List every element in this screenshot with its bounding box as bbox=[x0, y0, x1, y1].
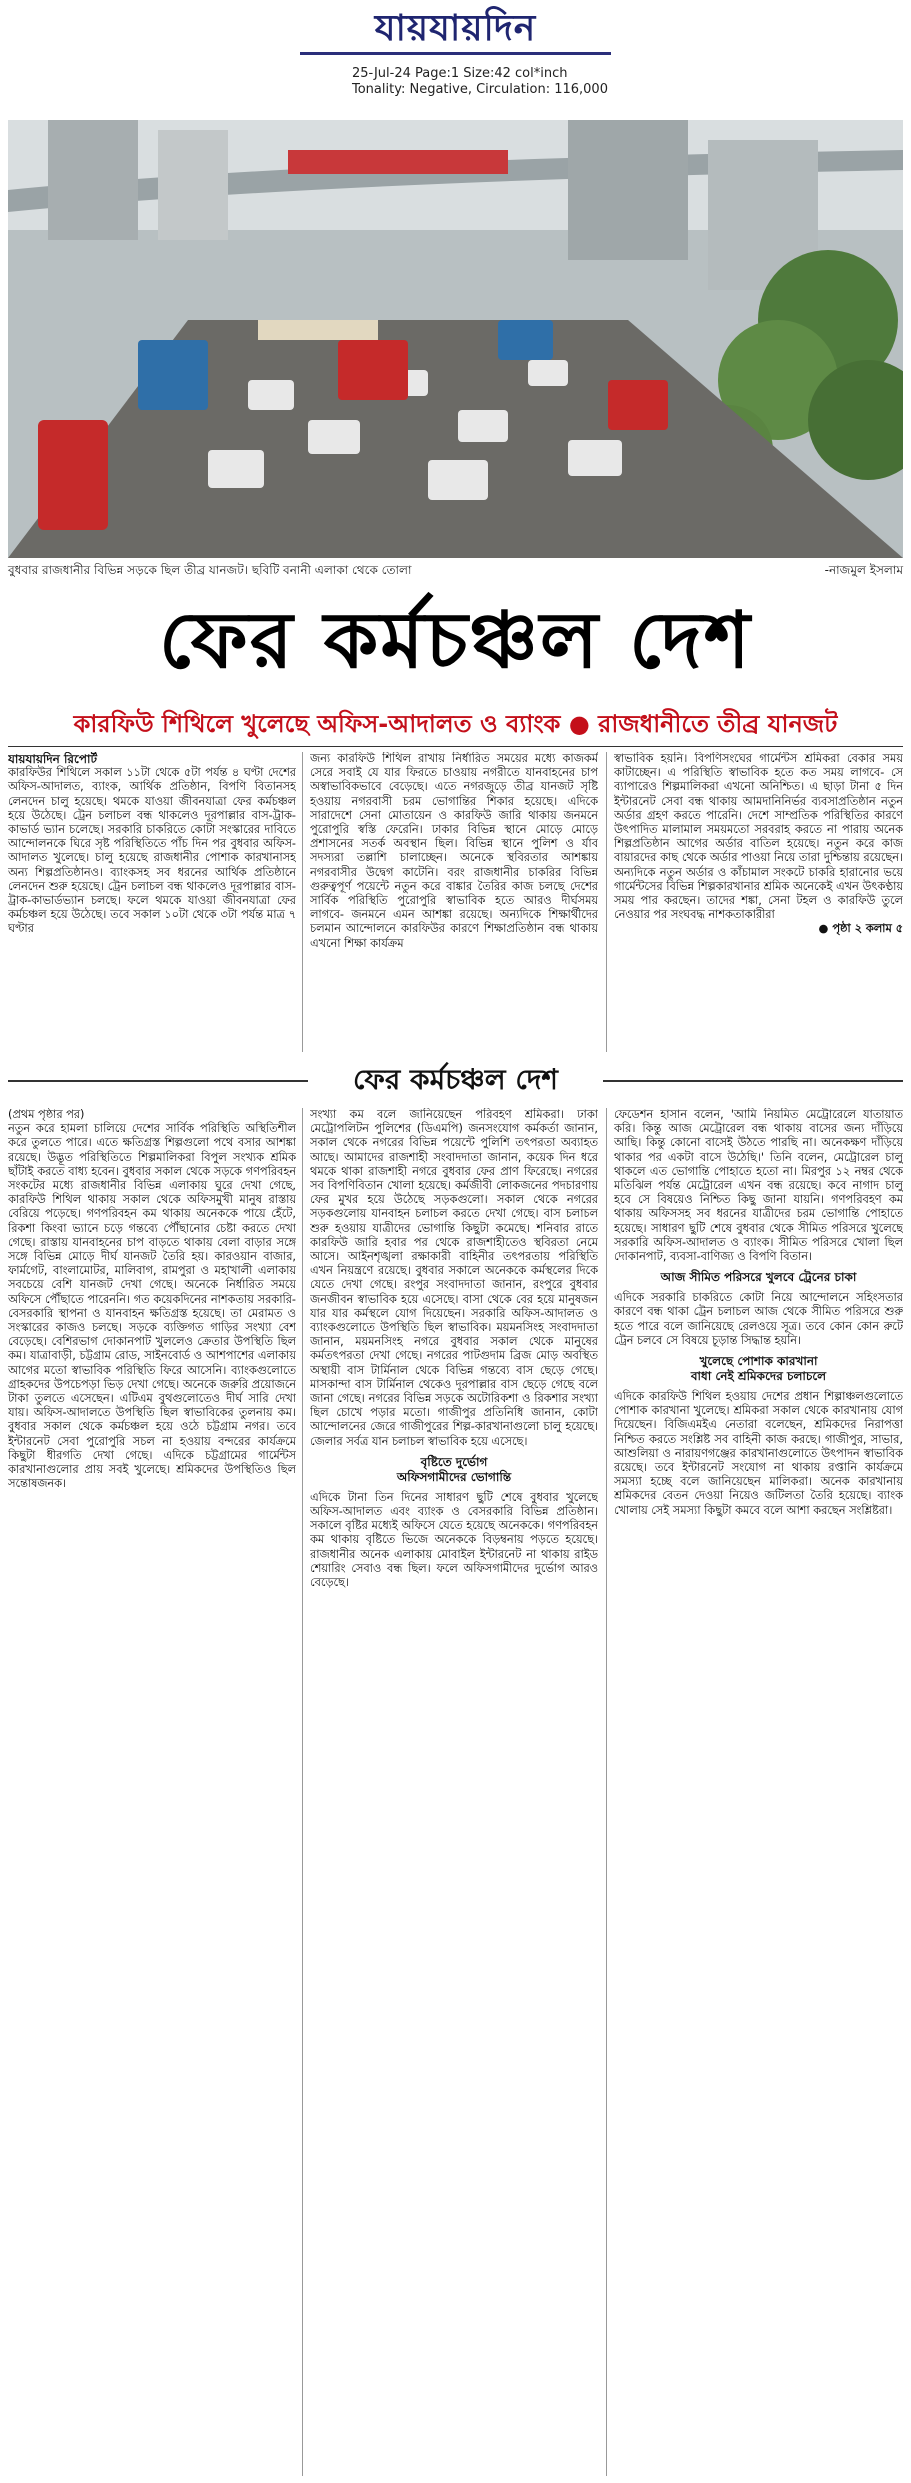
inner-col3-text-c: এদিকে কারফিউ শিথিল হওয়ায় দেশের প্রধান শিল্পাঞ্চলগুলোতে পোশাক কারখানা খুলেছে। শ্রমিকরা সকাল থেকে কারখানায় যোগ দিয়েছেন। বিজিএমইএ নেতারা বলেছেন, শ্রমিকদের নিরাপত্তা নিশ্চিত করতে সংশ্লিষ্ট সব বাহিনী কাজ করছে। গাজীপুর, সাভার, আশুলিয়া ও নারায়ণগঞ্জের কারখানাগুলোতে উৎপাদন স্বাভাবিক রয়েছে। তবে ইন্টারনেট সংযোগ না থাকায় রপ্তানি কার্যক্রমে সমস্যা হচ্ছে বলে জানিয়েছেন মালিকরা। অনেক কারখানায় শ্রমিকদের বেতন দেওয়া নিয়েও জটিলতা তৈরি হয়েছে। ব্যাংক খোলায় সেই সমস্যা কিছুটা কমবে বলে আশা করছেন সংশ্লিষ্টরা। bbox=[614, 1390, 903, 1517]
inner-col2-text-b: এদিকে টানা তিন দিনের সাধারণ ছুটি শেষে বুধবার খুলেছে অফিস-আদালত এবং ব্যাংক ও বেসরকারি বিভিন্ন প্রতিষ্ঠান। সকালে বৃষ্টির মধ্যেই অফিসে যেতে হয়েছে অনেককে। গণপরিবহন কম থাকায় বৃষ্টিতে ভিজে অনেককে বিড়ম্বনায় পড়তে হয়েছে। রাজধানীর অনেক এলাকায় মোবাইল ইন্টারনেট না থাকায় রাইড শেয়ারিং সেবাও বন্ধ ছিল। ফলে অফিসগামীদের দুর্ভোগ আরও বেড়েছে। bbox=[310, 1490, 598, 1590]
continued-note: ● পৃষ্ঠা ২ কলাম ৫ bbox=[818, 922, 903, 936]
photo-credit: -নাজমুল ইসলাম bbox=[824, 563, 903, 577]
inner-col3-subhead-2: খুলেছে পোশাক কারখানা বাধা নেই শ্রমিকদের চলাচলে bbox=[690, 1354, 827, 1384]
inner-col2-subhead: বৃষ্টিতে দুর্ভোগ অফিসগামীদের ভোগান্তি bbox=[396, 1454, 512, 1484]
front-column-3 bbox=[614, 752, 903, 1052]
column-divider bbox=[302, 752, 303, 1052]
column-divider bbox=[302, 1108, 303, 2476]
inner-col2-text: সংখ্যা কম বলে জানিয়েছেন পরিবহণ শ্রমিকরা। ঢাকা মেট্রোপলিটন পুলিশের (ডিএমপি) জনসংযোগ কর্মকর্তা জানান, সকাল থেকে নগরের বিভিন্ন পয়েন্টে পুলিশি তৎপরতা অব্যাহত আছে। আমাদের রাজশাহী সংবাদদাতা জানান, কয়েক দিন ধরে থমকে থাকা রাজশাহী নগরে বুধবার ফের প্রাণ ফিরেছে। নগরের সব বিপণিবিতান খোলা হয়েছে। কর্মজীবী লোকজনের পদচারণায় ফের মুখর হয়ে উঠেছে সড়কগুলো। সকাল থেকে নগরের সড়কগুলোয় যানবাহন চলাচল করতে দেখা গেছে। বাস চলাচল শুরু হওয়ায় যাত্রীদের ভোগান্তি কিছুটা কমেছে। শনিবার রাতে কারফিউ জারি হবার পর থেকে রাজশাহীতেও স্থবিরতা নেমে আসে। আইনশৃঙ্খলা রক্ষাকারী বাহিনীর তৎপরতায় পরিস্থিতি এখন নিয়ন্ত্রণে রয়েছে। বুধবার সকালে অনেককে কর্মস্থলের দিকে যেতে দেখা গেছে। রংপুর সংবাদদাতা জানান, রংপুরে বুধবার জনজীবন স্বাভাবিক হয়ে এসেছে। বাসা থেকে বের হয়ে মানুষজন যার যার কর্মস্থলে যোগ দিয়েছেন। সরকারি অফিস-আদালত ও ব্যাংকগুলোতে উপস্থিতি ছিল স্বাভাবিক। ময়মনসিংহ সংবাদদাতা জানান, ময়মনসিংহ নগরে বুধবার সকাল থেকে মানুষের কর্মতৎপরতা দেখা গেছে। নগরের পাটগুদাম ব্রিজ মোড় অবস্থিত অস্থায়ী বাস টার্মিনাল থেকে বিভিন্ন গন্তব্যে বাস ছেড়ে গেছে। মাসকান্দা বাস টার্মিনাল থেকেও দূরপাল্লার বাস ছেড়ে গেছে বলে জানা গেছে। নগরের বিভিন্ন সড়কে অটোরিকশা ও রিকশার সংখ্যা ছিল চোখে পড়ার মতো। গাজীপুর প্রতিনিধি জানান, কোটা আন্দোলনের জেরে গাজীপুরের শিল্প-কারখানাগুলো চালু হয়েছে। জেলার সর্বত্র যান চলাচল স্বাভাবিক হয়ে এসেছে। bbox=[310, 1108, 598, 1448]
inner-column-1 bbox=[8, 1108, 296, 2476]
photo-caption bbox=[8, 562, 903, 582]
section-title: ফের কর্মচঞ্চল দেশ bbox=[353, 1063, 558, 1096]
inner-column-2 bbox=[310, 1108, 598, 2476]
continuation-section-header bbox=[8, 1060, 903, 1100]
inner-col3-text-b: এদিকে সরকারি চাকরিতে কোটা নিয়ে আন্দোলনে সহিংসতার কারণে বন্ধ থাকা ট্রেন চলাচল আজ থেকে সীমিত পরিসরে শুরু হতে পারে বলে জানিয়েছে রেলওয়ে সূত্র। তবে কোন কোন রুটে ট্রেন চলবে সে বিষয়ে চূড়ান্ত সিদ্ধান্ত হয়নি। bbox=[614, 1291, 903, 1347]
subhead-right: রাজধানীতে তীব্র যানজট bbox=[598, 710, 838, 738]
main-headline: ফের কর্মচঞ্চল দেশ bbox=[159, 595, 752, 686]
clipping-meta bbox=[352, 66, 608, 98]
front-col3-text: স্বাভাবিক হয়নি। বিপণিসংঘের গার্মেন্টস শ্রমিকরা বেকার সময় কাটাচ্ছেন। এ পরিস্থিতি স্বাভাবিক হতে কত সময় লাগবে- সে ব্যাপারেও শিল্পমালিকরা এখনো অনিশ্চিত। এ ছাড়া টানা ৫ দিন ইন্টারনেট সেবা বন্ধ থাকায় আমদানিনির্ভর ব্যবসাপ্রতিষ্ঠান নতুন অর্ডার গ্রহণ করতে পারেনি। দেশে সাম্প্রতিক পরিস্থিতির কারণে উৎপাদিত মালামাল সময়মতো সরবরাহ করতে না পারায় অনেক শিল্পপ্রতিষ্ঠান আগের অর্ডার বাতিল হয়েছে। নতুন করে কাজ বায়ারদের কাছ থেকে অর্ডার পাওয়া নিয়ে তারা দুশ্চিন্তায় রয়েছেন। অন্যদিকে নতুন অর্ডার ও কাঁচামাল সংকটে চাকরি হারানোর ভয়ে গার্মেন্টসের বিভিন্ন শিল্পকারখানার শ্রমিক অনেকেই এখন উৎকণ্ঠায় সময় পার করছেন। তাদের শঙ্কা, সেনা টহল ও কারফিউ তুলে নেওয়ার পর সংঘবদ্ধ নাশকতাকারীরা bbox=[614, 752, 903, 922]
traffic-photo-illustration bbox=[8, 120, 903, 558]
bullet-icon: ● bbox=[568, 710, 590, 738]
traffic-photo bbox=[8, 120, 903, 558]
newspaper-logo bbox=[300, 6, 611, 55]
front-column-2 bbox=[310, 752, 598, 1052]
subheadline bbox=[0, 708, 911, 740]
byline: যায়যায়দিন রিপোর্ট bbox=[8, 752, 98, 766]
tonality-line: Tonality: Negative, Circulation: 116,000 bbox=[352, 82, 608, 97]
column-divider bbox=[606, 1108, 607, 2476]
inner-col3-subhead: আজ সীমিত পরিসরে খুলবে ট্রেনের চাকা bbox=[660, 1270, 857, 1285]
divider bbox=[8, 746, 903, 747]
photo-caption-text: বুধবার রাজধানীর বিভিন্ন সড়কে ছিল তীব্র যানজট। ছবিটি বনানী এলাকা থেকে তোলা bbox=[8, 563, 412, 577]
front-col1-text: কারফিউর শিথিলে সকাল ১১টা থেকে ৫টা পর্যন্ত ৪ ঘণ্টা দেশের অফিস-আদালত, ব্যাংক, আর্থিক প্রতিষ্ঠান, বিপণি বিতানসহ লেনদেন চালু হয়েছে। থমকে যাওয়া জীবনযাত্রা ফের কর্মচঞ্চল হয়ে উঠেছে। ট্রেন চলাচল বন্ধ থাকলেও দূরপাল্লার বাস-ট্রাক-কাভার্ড ভ্যান চলেছে। সরকারি চাকরিতে কোটা সংস্কারের দাবিতে আন্দোলনকে ঘিরে সৃষ্ট পরিস্থিতিতে পাঁচ দিন পর বুধবার অফিস-আদালত খুলেছে। চালু হয়েছে রাজধানীর পোশাক কারখানাসহ অন্য শিল্পপ্রতিষ্ঠানও। ব্যাংকসহ সব ধরনের আর্থিক প্রতিষ্ঠানে লেনদেন শুরু হয়েছে। ট্রেন চলাচল বন্ধ থাকলেও দূরপাল্লার বাস-ট্রাক-কাভার্ডভ্যান চলছে। ফলে থমকে যাওয়া জীবনযাত্রা ফের কর্মচঞ্চল হয়ে উঠেছে। তবে সকাল ১০টা থেকে ৩টা পর্যন্ত মাত্র ৭ ঘণ্টার bbox=[8, 766, 296, 936]
masthead bbox=[0, 0, 911, 120]
front-col2-text: জন্য কারফিউ শিথিল রাখায় নির্ধারিত সময়ের মধ্যে কাজকর্ম সেরে সবাই যে যার ফিরতে চাওয়ায় নগরীতে যানবাহনের চাপ অস্বাভাবিকভাবে বেড়েছে। এতে নগরজুড়ে তীব্র যানজট সৃষ্টি হওয়ায় নগরবাসী চরম ভোগান্তির শিকার হয়েছে। এদিকে সারাদেশে সেনা মোতায়েন ও কারফিউ জারি থাকায় জনমনে পুরোপুরি স্বস্তি ফেরেনি। ঢাকার বিভিন্ন স্থানে মোড়ে মোড়ে প্রশাসনের সতর্ক অবস্থান ছিল। বিভিন্ন স্থানে পুলিশ ও র্যাব সদস্যরা তল্লাশি চালাচ্ছেন। অনেকে স্থবিরতার আশঙ্কায় নগরবাসীর উদ্বেগ কাটেনি। বরং রাজধানীর চাকরির বিভিন্ন গুরুত্বপূর্ণ পয়েন্টে নতুন করে বাঙ্কার তৈরির কাজ চলছে দেশের সার্বিক পরিস্থিতি পুরোপুরি স্বাভাবিক হতে আরও দীর্ঘসময় লাগবে- জনমনে এমন আশঙ্কা রয়েছে। অন্যদিকে শিক্ষার্থীদের চলমান আন্দোলনে কারফিউর কারণে শিক্ষাপ্রতিষ্ঠান বন্ধ থাকায় এখনো শিক্ষা কার্যক্রম bbox=[310, 752, 598, 950]
front-column-1 bbox=[8, 752, 296, 1052]
inner-column-3 bbox=[614, 1108, 903, 2476]
column-divider bbox=[606, 752, 607, 1052]
logo-text: যায়যায়দিন bbox=[374, 7, 537, 49]
subhead-left: কারফিউ শিথিলে খুলেছে অফিস-আদালত ও ব্যাংক bbox=[73, 710, 561, 738]
inner-col1-text: নতুন করে হামলা চালিয়ে দেশের সার্বিক পরিস্থিতি অস্থিতিশীল করে তুলতে পারে। এতে ক্ষতিগ্রস্ত শিল্পগুলো পথে বসার আশঙ্কা রয়েছে। উদ্ভূত পরিস্থিতিতে শিল্পমালিকরা বিপুল সংখ্যক শ্রমিক ছাঁটাই করতে বাধ্য হবেন। বুধবার সকাল থেকে সড়কে গণপরিবহন সংকটের মধ্যে রাজধানীর বিভিন্ন এলাকায় ঘুরে দেখা গেছে, কারফিউ শিথিল থাকায় সকাল থেকে অফিসমুখী মানুষ রাস্তায় বেরিয়ে পড়েছে। গণপরিবহন কম থাকায় অনেককে পায়ে হেঁটে, রিকশা কিংবা ভ্যানে চড়ে গন্তব্যে পৌঁছানোর চেষ্টা করতে দেখা গেছে। রাস্তায় যানবাহনের চাপ বাড়তে থাকায় বেলা বাড়ার সঙ্গে সঙ্গে বিভিন্ন মোড়ে দীর্ঘ যানজট তৈরি হয়। কারওয়ান বাজার, ফার্মগেট, বাংলামোটর, মালিবাগ, রামপুরা ও মহাখালী এলাকায় সবচেয়ে বেশি যানজট দেখা গেছে। অনেকে নির্ধারিত সময়ে অফিসে পৌঁছাতে পারেননি। গত কয়েকদিনের নাশকতায় সরকারি-বেসরকারি স্থাপনা ও যানবাহন ক্ষতিগ্রস্ত হয়েছে। তা মেরামত ও সংস্কারের কাজও চলছে। সড়কে ব্যক্তিগত গাড়ির সংখ্যা বেশ বেড়েছে। বেশিরভাগ দোকানপাট খুললেও ক্রেতার উপস্থিতি ছিল কম। যাত্রাবাড়ী, চট্টগ্রাম রোড, সাইনবোর্ড ও আশপাশের এলাকায় আগের মতো স্বাভাবিক পরিস্থিতি ফিরে আসেনি। ব্যাংকগুলোতে গ্রাহকদের উপচেপড়া ভিড় দেখা গেছে। অনেকে জরুরি প্রয়োজনে টাকা তুলতে এসেছেন। এটিএম বুথগুলোতেও দীর্ঘ সারি দেখা যায়। অফিস-আদালতে উপস্থিতি ছিল স্বাভাবিকের তুলনায় কম। বুধবার সকাল থেকে কর্মচঞ্চল হয়ে ওঠে চট্টগ্রাম নগর। তবে ইন্টারনেট সেবা পুরোপুরি সচল না হওয়ায় বন্দরের কার্যক্রমে কিছুটা ধীরগতি দেখা গেছে। এদিকে চট্টগ্রামের গার্মেন্টস কারখানাগুলোর প্রায় সবই খুলেছে। শ্রমিকদের উপস্থিতিও ছিল সন্তোষজনক। bbox=[8, 1122, 296, 1491]
date-line: 25-Jul-24 Page:1 Size:42 col*inch bbox=[352, 66, 568, 81]
continued-from-label: (প্রথম পৃষ্ঠার পর) bbox=[8, 1108, 85, 1121]
inner-col3-text: ফেডেশন হাসান বলেন, 'আমি নিয়মিত মেট্রোরেলে যাতায়াত করি। কিন্তু আজ মেট্রোরেল বন্ধ থাকায় বাসের জন্য দাঁড়িয়ে আছি। কিন্তু কোনো বাসেই উঠতে পারছি না। অনেকক্ষণ দাঁড়িয়ে থাকার পর একটা বাসে উঠেছি।' তিনি বলেন, মেট্রোরেল চালু থাকলে এত ভোগান্তি পোহাতে হতো না। মিরপুর ১২ নম্বর থেকে মতিঝিল পর্যন্ত মেট্রোরেল এখন বন্ধ রয়েছে। কবে নাগাদ চালু হবে সে বিষয়েও নিশ্চিত কিছু জানা যায়নি। গণপরিবহণ কম থাকায় অফিসসহ সব ধরনের যাত্রীদের চরম ভোগান্তি পোহাতে হয়েছে। সাধারণ ছুটি শেষে বুধবার থেকে সীমিত পরিসরে খুলেছে সরকারি অফিস-আদালত ও ব্যাংক। সীমিত পরিসরে খোলা ছিল দোকানপাট, ব্যবসা-বাণিজ্য ও বিপণি বিতান। bbox=[614, 1108, 903, 1264]
